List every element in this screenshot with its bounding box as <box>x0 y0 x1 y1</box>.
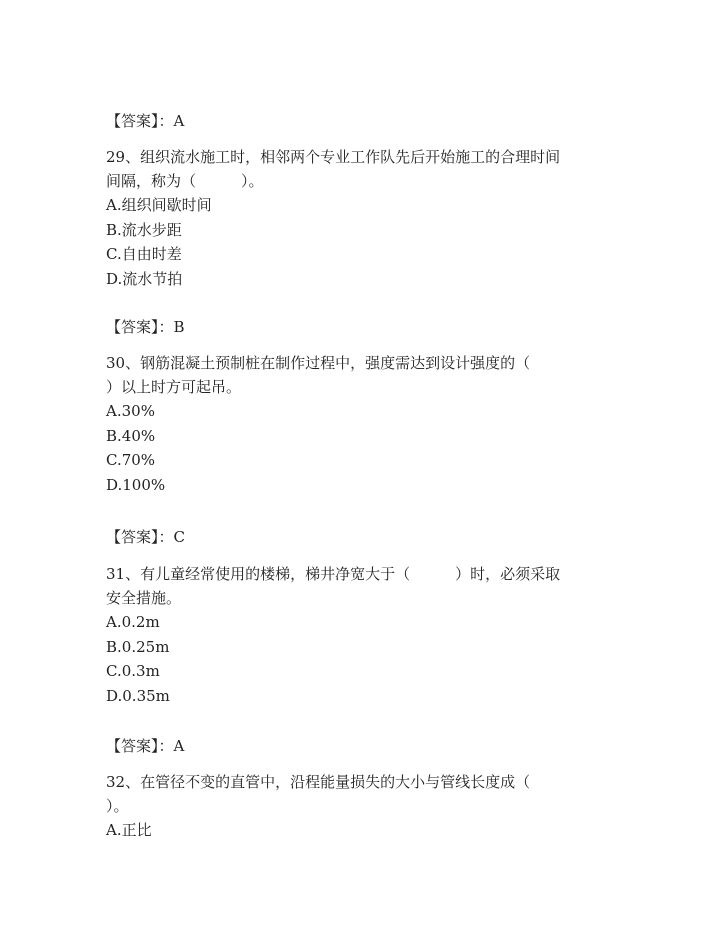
option-a: A.正比 <box>106 821 152 839</box>
option-d: D.流水节拍 <box>106 269 183 288</box>
option-b: B.40% <box>106 426 156 445</box>
answer-line: 【答案】：C <box>106 528 185 546</box>
option-b: B.0.25m <box>106 637 170 656</box>
question-text-line: ）以上时方可起吊。 <box>106 378 242 396</box>
option-d: D.0.35m <box>106 686 170 705</box>
question-text-line: 30、钢筋混凝土预制桩在制作过程中，强度需达到设计强度的（ <box>106 354 531 372</box>
option-b: B.流水步距 <box>106 220 182 239</box>
question-32 <box>106 770 606 843</box>
question-text-line: 29、组织流水施工时，相邻两个专业工作队先后开始施工的合理时间 <box>106 148 561 166</box>
question-text-line: 间隔，称为（ ）。 <box>106 172 264 190</box>
question-30 <box>106 351 606 497</box>
option-c: C.自由时差 <box>106 245 182 263</box>
option-a: A.0.2m <box>106 613 160 631</box>
question-text-line: 安全措施。 <box>106 589 182 607</box>
answer-line: 【答案】：A <box>106 112 185 130</box>
option-c: C.0.3m <box>106 662 160 680</box>
option-a: A.30% <box>106 402 155 420</box>
option-d: D.100% <box>106 475 166 494</box>
answer-line: 【答案】：B <box>106 318 185 336</box>
question-text-line: 31、有儿童经常使用的楼梯，梯井净宽大于（ ）时，必须采取 <box>106 565 561 583</box>
option-a: A.组织间歇时间 <box>106 196 212 214</box>
question-31 <box>106 562 606 708</box>
question-29 <box>106 145 606 291</box>
answer-line: 【答案】：A <box>106 737 185 755</box>
question-text-line: 32、在管径不变的直管中，沿程能量损失的大小与管线长度成（ <box>106 773 531 791</box>
option-c: C.70% <box>106 451 156 469</box>
question-text-line: ）。 <box>106 797 129 815</box>
